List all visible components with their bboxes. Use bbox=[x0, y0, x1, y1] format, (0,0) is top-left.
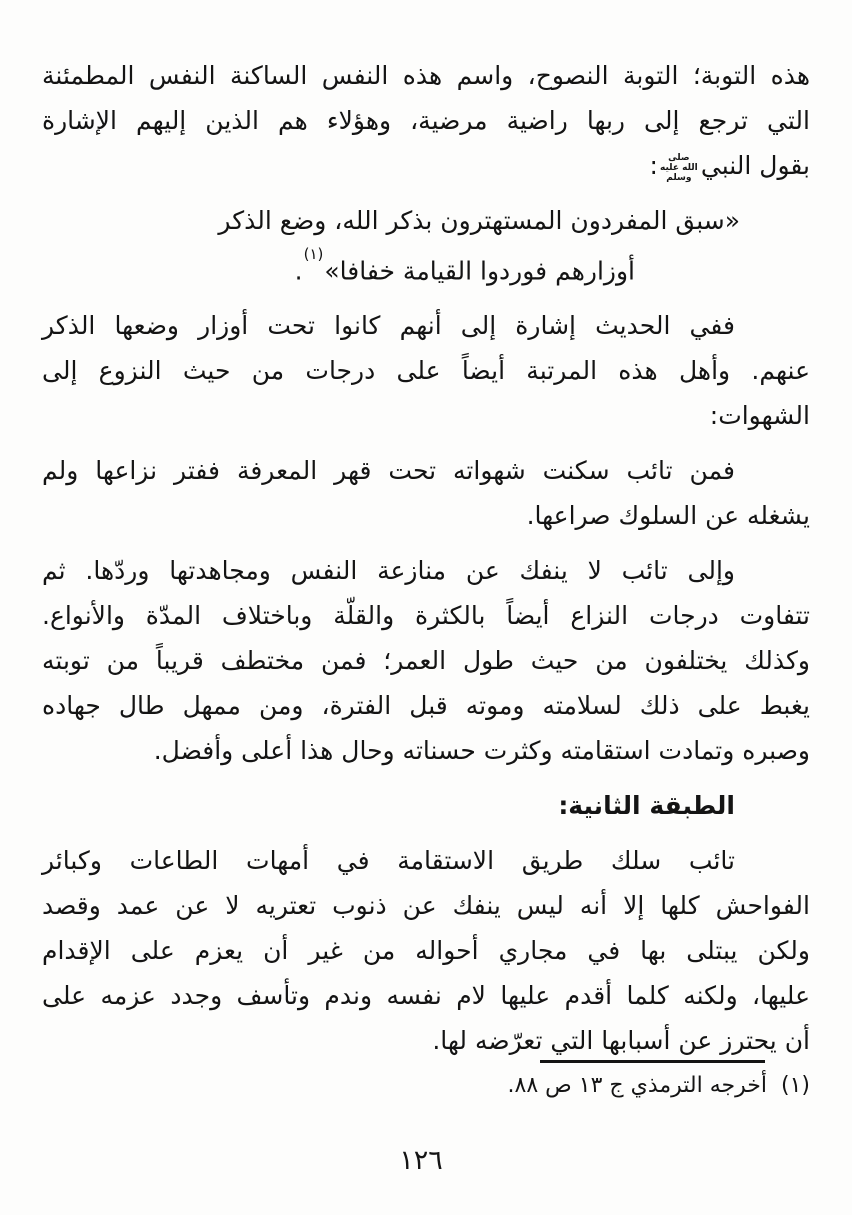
text-line: فمن تائب سكنت شهواته تحت قهر المعرفة ففتر نزاعها ولم bbox=[42, 456, 735, 486]
text-line: ولكن يبتلى بها في مجاري أحواله من غير أن يعزم على الإقدام bbox=[42, 936, 810, 966]
paragraph-hadith-commentary bbox=[42, 303, 810, 438]
footnote bbox=[42, 1070, 810, 1102]
paragraph-second-rank-description bbox=[42, 838, 810, 1063]
text-line: هذه التوبة؛ التوبة النصوح، واسم هذه النفس الساكنة النفس المطمئنة bbox=[42, 61, 810, 90]
text-segment: : bbox=[649, 151, 658, 180]
text-line: الشهوات: bbox=[709, 401, 810, 431]
text-line: الفواحش كلها إلا أنه ليس ينفك عن ذنوب تعتريه لا عن عمد وقصد bbox=[42, 891, 810, 921]
page-number: ١٢٦ bbox=[399, 1145, 443, 1176]
text-line: وإلى تائب لا ينفك عن منازعة النفس ومجاهدتها وردّها. ثم bbox=[42, 556, 735, 586]
section-heading: الطبقة الثانية: bbox=[558, 791, 735, 821]
footnote-text: أخرجه الترمذي ج ١٣ ص ٨٨. bbox=[507, 1073, 767, 1098]
text-segment: بقول النبي bbox=[700, 151, 810, 180]
text-segment: أوزارهم فوردوا القيامة خفافا» bbox=[324, 256, 635, 286]
section-heading-second-rank bbox=[42, 783, 810, 828]
quote-line: «سبق المفردون المستهترون بذكر الله، وضع الذكر bbox=[218, 206, 740, 235]
text-line: تائب سلك طريق الاستقامة في أمهات الطاعات وكبائر bbox=[42, 846, 735, 876]
footnote-area bbox=[42, 1060, 810, 1102]
text-line: عنهم. وأهل هذه المرتبة أيضاً على درجات من حيث النزوع إلى bbox=[42, 356, 810, 386]
prophet-honorific-glyph: صلى الله عليه وسلم bbox=[660, 153, 698, 183]
body-text bbox=[42, 53, 810, 1073]
hadith-quote-block bbox=[42, 198, 810, 293]
text-line: وكذلك يختلفون من حيث طول العمر؛ فمن مختطف قريباً من توبته bbox=[42, 646, 810, 676]
footnote-reference-mark: (١) bbox=[303, 245, 324, 263]
paragraph-first-type-penitent bbox=[42, 448, 810, 538]
quote-line bbox=[42, 243, 810, 293]
paragraph-intro bbox=[42, 53, 810, 188]
text-line: يشغله عن السلوك صراعها. bbox=[526, 501, 810, 531]
text-line: وصبره وتمادت استقامته وكثرت حسناته وحال هذا أعلى وأفضل. bbox=[153, 736, 810, 766]
text-line: عليها، ولكنه كلما أقدم عليها لام نفسه وندم وتأسف وجدد عزمه على bbox=[42, 981, 810, 1011]
paragraph-second-type-penitent bbox=[42, 548, 810, 773]
footnote-marker: (١) bbox=[780, 1073, 810, 1098]
footnote-separator-rule bbox=[540, 1060, 765, 1063]
text-segment: . bbox=[294, 256, 303, 286]
text-line: التي ترجع إلى ربها راضية مرضية، وهؤلاء هم الذين إليهم الإشارة bbox=[42, 106, 810, 135]
text-line: يغبط على ذلك لسلامته وموته قبل الفترة، ومن ممهل طال جهاده bbox=[42, 691, 810, 721]
text-line bbox=[42, 143, 810, 188]
text-line: ففي الحديث إشارة إلى أنهم كانوا تحت أوزار وضعها الذكر bbox=[42, 311, 735, 341]
text-line: أن يحترز عن أسبابها التي تعرّضه لها. bbox=[432, 1026, 810, 1056]
text-line: تتفاوت درجات النزاع أيضاً بالكثرة والقلّة وباختلاف المدّة والأنواع. bbox=[42, 601, 810, 631]
